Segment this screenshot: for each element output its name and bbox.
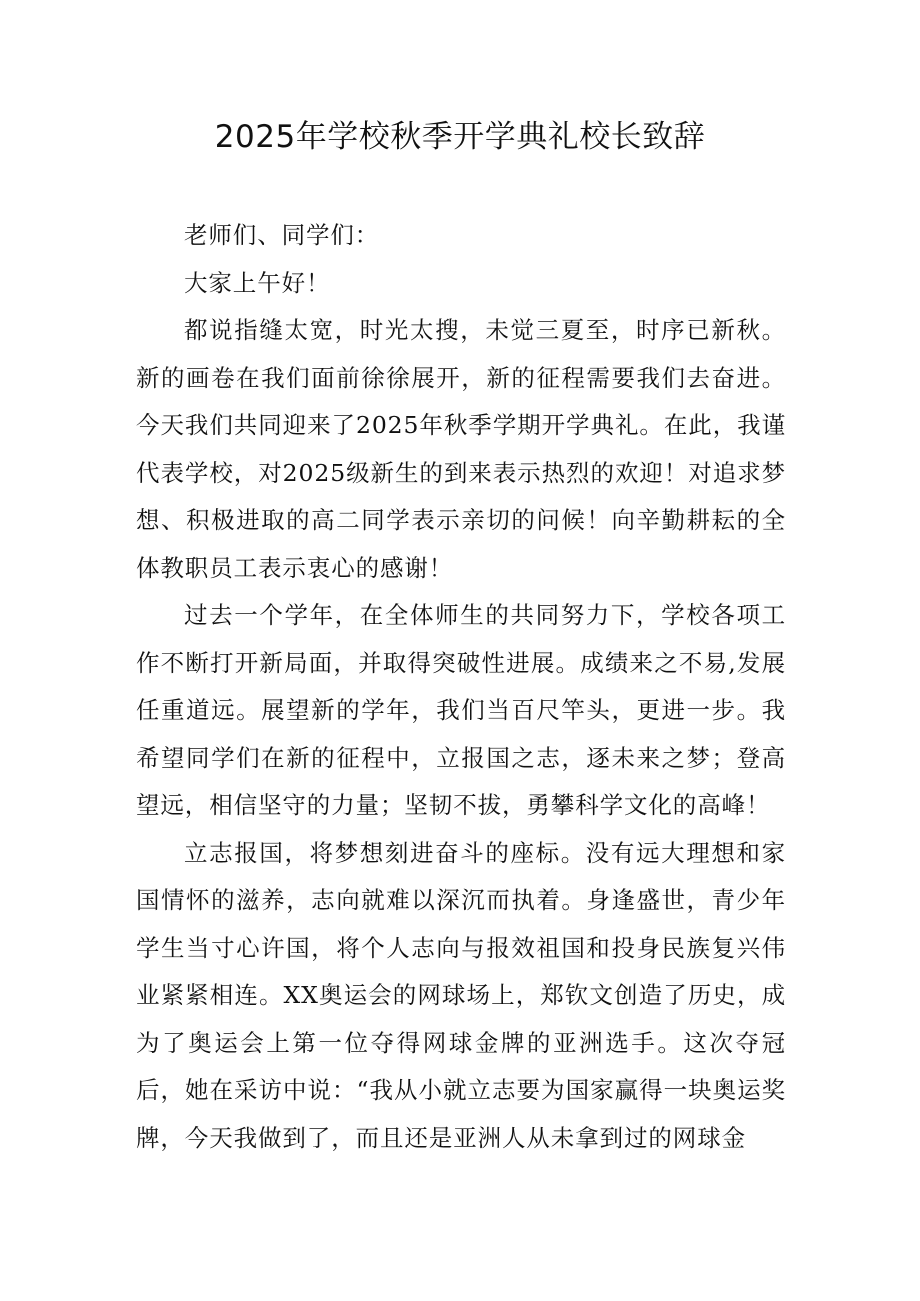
paragraph-salutation: 老师们、同学们：	[184, 221, 380, 249]
document-body	[136, 212, 786, 1162]
paragraph-review: 过去一个学年，在全体师生的共同努力下，学校各项工作不断打开新局面，并取得突破性进展。成绩来之不易,发展任重道远。展望新的学年，我们当百尺竿头，更进一步。我希望同学们在新的征程中，立报国之志，逐未来之梦；登高望远，相信坚守的力量；坚韧不拔，勇攀科学文化的高峰！	[136, 601, 786, 819]
document-title: 2025年学校秋季开学典礼校长致辞	[214, 119, 706, 155]
paragraph-welcome: 都说指缝太宽，时光太搜，未觉三夏至，时序已新秋。新的画卷在我们面前徐徐展开，新的征程需要我们去奋进。今天我们共同迎来了2025年秋季学期开学典礼。在此，我谨代表学校，对2025级新生的到来表示热烈的欢迎！对追求梦想、积极进取的高二同学表示亲切的问候！向辛勤耕耘的全体教职员工表示衷心的感谢！	[136, 316, 786, 582]
paragraph-greeting: 大家上午好！	[184, 268, 331, 297]
paragraph-ambition: 立志报国，将梦想刻进奋斗的座标。没有远大理想和家国情怀的滋养，志向就难以深沉而执着。身逢盛世，青少年学生当寸心许国，将个人志向与报效祖国和投身民族复兴伟业紧紧相连。XX奥运会的网球场上，郑钦文创造了历史，成为了奥运会上第一位夺得网球金牌的亚洲选手。这次夺冠后，她在采访中说：“我从小就立志要为国家赢得一块奥运奖牌，今天我做到了，而且还是亚洲人从未拿到过的网球金	[136, 838, 786, 1152]
